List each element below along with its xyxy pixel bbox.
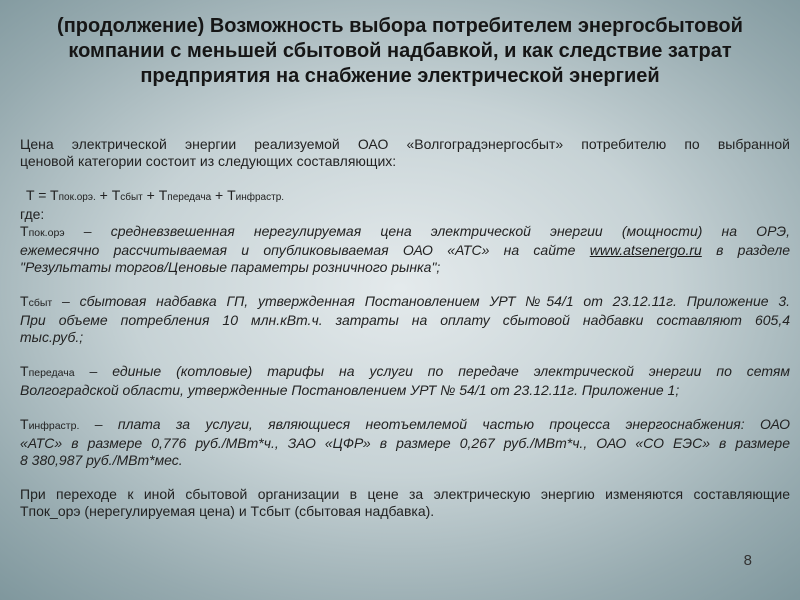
page-number: 8 [743, 552, 752, 569]
definition-tsbyt [20, 293, 790, 346]
title-line-2: компании с меньшей сбытовой надбавкой, и как следствие затрат [68, 40, 732, 62]
closing-line-2: Tпок_орэ (нерегулируемая цена) и Tсбыт (сбытовая надбавка). [20, 503, 435, 519]
definition-tpok [20, 223, 790, 276]
def1-line-3: "Результаты торгов/Ценовые параметры розничного рынка"; [20, 259, 441, 275]
formula-term-4: Tинфрастр. [227, 187, 285, 203]
def2-subscript: сбыт [28, 297, 53, 309]
title-line-1: (продолжение) Возможность выбора потребителем энергосбытовой [57, 15, 743, 37]
def4-subscript: инфрастр. [28, 420, 80, 432]
formula-equals: = [38, 187, 47, 203]
def1-line-2a: ежемесячно рассчитываемая и опубликовываемая ОАО «АТС» на сайте [20, 242, 576, 258]
def1-subscript: пок.орэ [28, 227, 65, 239]
intro-line-2: ценовой категории состоит из следующих составляющих: [20, 153, 397, 169]
def2-symbol: Т [20, 293, 29, 309]
def4-symbol: Т [20, 416, 29, 432]
def4-line-3: 8 380,987 руб./МВт*мес. [20, 452, 183, 468]
def2-line-3: тыс.руб.; [20, 329, 84, 345]
definition-tinfrastr [20, 416, 790, 469]
formula-total: T [26, 187, 35, 203]
title-line-3: предприятия на снабжение электрической энергией [140, 65, 660, 87]
def3-symbol: Т [20, 363, 29, 379]
atsenergo-link[interactable]: www.atsenergo.ru [589, 242, 702, 258]
def4-line-2: «АТС» в размере 0,776 руб./МВт*ч., ЗАО «ЦФР» в размере 0,267 руб./МВт*ч., ОАО «СО ЕЭС» в размере [20, 435, 790, 451]
intro-paragraph [20, 136, 790, 170]
def3-line-2: Волгоградской области, утвержденные Постановлением УРТ № 54/1 от 23.12.11г. Приложение 1; [20, 382, 680, 398]
def2-line-1: – сбытовая надбавка ГП, утвержденная Постановлением УРТ №54/1 от 23.12.11г. Приложение 3. [62, 293, 791, 309]
def3-subscript: передача [28, 367, 75, 379]
price-formula [26, 187, 790, 206]
formula-term-3: Tпередача [158, 187, 212, 203]
formula-term-2: Tсбыт [111, 187, 143, 203]
formula-term-1: Tпок.орэ. [50, 187, 96, 203]
def1-line-1: – средневзвешенная нерегулируемая цена электрической энергии (мощности) на ОРЭ, [83, 223, 791, 239]
slide-body [20, 136, 790, 520]
intro-line-1: Цена электрической энергии реализуемой ОАО «Волгоградэнергосбыт» потребителю по выбранной [20, 136, 790, 152]
where-label: где: [20, 206, 45, 222]
definition-tperedacha [20, 363, 790, 399]
formula-plus-1: + [99, 187, 108, 203]
closing-line-1: При переходе к иной сбытовой организации в цене за электрическую энергию изменяются составляющие [20, 486, 790, 502]
def1-line-2b: в разделе [716, 242, 791, 258]
def1-symbol: Т [20, 223, 29, 239]
formula-plus-3: + [215, 187, 224, 203]
def4-line-1: – плата за услуги, являющиеся неотъемлемой частью процесса энергоснабжения: ОАО [94, 416, 791, 432]
def3-line-1: – единые (котловые) тарифы на услуги по передаче электрической энергии по сетям [89, 363, 790, 379]
def2-line-2: При объеме потребления 10 млн.кВт.ч. затраты на оплату сбытовой надбавки составляют 605,4 [20, 312, 790, 328]
closing-paragraph [20, 486, 790, 520]
formula-plus-2: + [146, 187, 155, 203]
slide-title [20, 14, 780, 89]
